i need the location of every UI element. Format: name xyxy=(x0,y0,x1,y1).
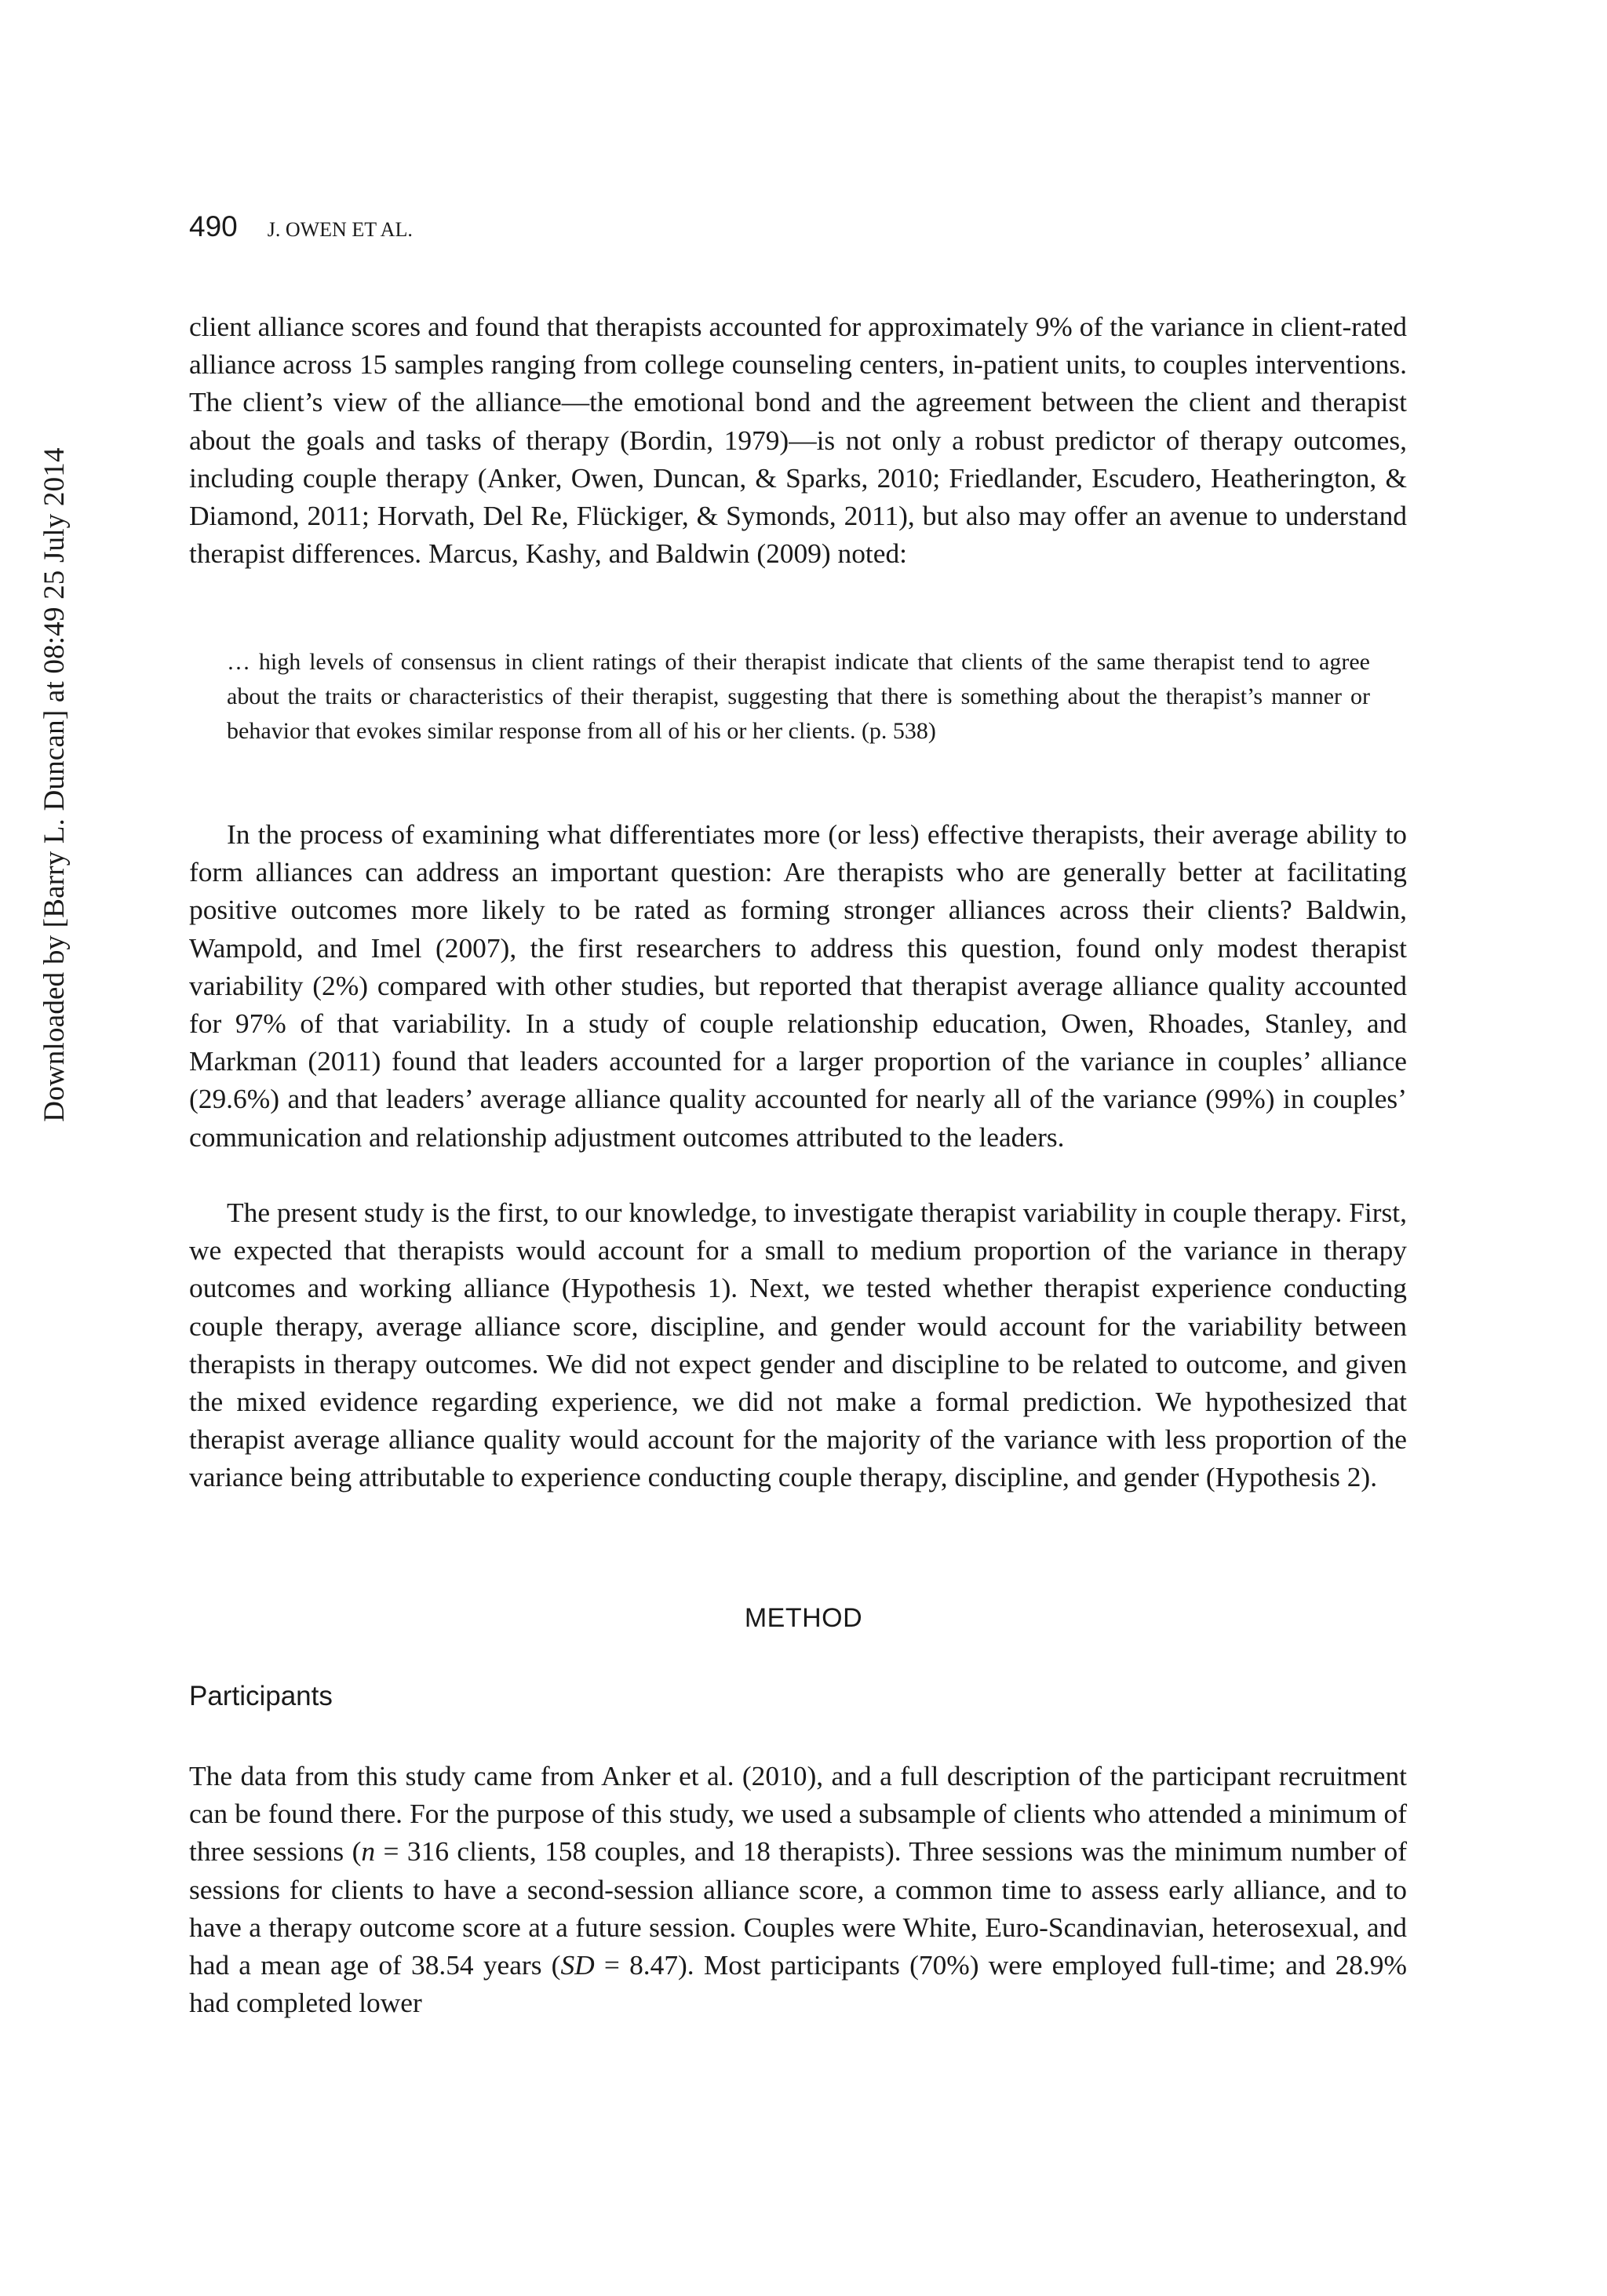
sd-symbol: SD xyxy=(560,1949,595,1981)
running-head xyxy=(189,210,413,243)
body-paragraph-present-study: The present study is the first, to our knowledge, to investigate therapist variability in couple therapy. First, we expected that therapists would account for a small to medium proportion of the variance in therapy outcomes and working alliance (Hypothesis 1). Next, we tested whether therapist experience conducting couple therapy, average alliance score, discipline, and gender would account for the variability between therapists in therapy outcomes. We did not expect gender and discipline to be related to outcome, and given the mixed evidence regarding experience, we did not make a formal prediction. We hypothesized that therapist average alliance quality would account for the majority of the variance with less proportion of the variance being attributable to experience conducting couple therapy, discipline, and gender (Hypothesis 2). xyxy=(189,1197,1407,1493)
subsection-heading-participants: Participants xyxy=(189,1681,333,1711)
intro-paragraph: client alliance scores and found that therapists accounted for approximately 9% of the variance in client-rated alliance across 15 samples ranging from college counseling centers, in-patient units, to couples interventions. The client’s view of the alliance—the emotional bond and the agreement between the client and therapist about the goals and tasks of therapy (Bordin, 1979)—is not only a robust predictor of therapy outcomes, including couple therapy (Anker, Owen, Duncan, & Sparks, 2010; Friedlander, Escudero, Heatherington, & Diamond, 2011; Horvath, Del Re, Flückiger, & Symonds, 2011), but also may offer an avenue to understand therapist differences. Marcus, Kashy, and Baldwin (2009) noted: xyxy=(189,311,1407,570)
download-watermark xyxy=(38,447,71,1122)
participants-paragraph xyxy=(189,1757,1407,2021)
section-heading-method: METHOD xyxy=(744,1603,863,1633)
participants-text-2: = 316 clients, 158 couples, and 18 therapists). Three sessions was the minimum number of sessions for clients to have a second-session alliance score, a common time to assess early alliance, and to have a therapy outcome score at a future session. Couples were White, Euro-Scandinavian, heterosexual, and had a mean age of 38.54 years ( xyxy=(189,1835,1407,1981)
n-symbol: n xyxy=(361,1835,376,1868)
participants-text-1: The data from this study came from Anker et al. (2010), and a full description of the participant recruitment can be found there. For the purpose of this study, we used a subsample of clients who attended a minimum of three sessions ( xyxy=(189,1760,1407,1868)
block-quote: … high levels of consensus in client ratings of their therapist indicate that clients of the same therapist tend to agree about the traits or characteristics of their therapist, suggesting that there is something about the therapist’s manner or behavior that evokes similar response from all of his or her clients. (p. 538) xyxy=(227,649,1370,744)
participants-text-3: = 8.47). Most participants (70%) were employed full-time; and 28.9% had completed lower xyxy=(189,1949,1407,2019)
download-watermark-text: Downloaded by [Barry L. Duncan] at 08:49 25 July 2014 xyxy=(38,447,71,1122)
body-paragraph-alliance: In the process of examining what differentiates more (or less) effective therapists, their average ability to form alliances can address an important question: Are therapists who are generally better at facilitating positive outcomes more likely to be rated as forming stronger alliances across their clients? Baldwin, Wampold, and Imel (2007), the first researchers to address this question, found only modest therapist variability (2%) compared with other studies, but reported that therapist average alliance quality accounted for 97% of that variability. In a study of couple relationship education, Owen, Rhoades, Stanley, and Markman (2011) found that leaders accounted for a larger proportion of the variance in couples’ alliance (29.6%) and that leaders’ average alliance quality accounted for nearly all of the variance (99%) in couples’ communication and relationship adjustment outcomes attributed to the leaders. xyxy=(189,818,1407,1153)
running-title: J. OWEN ET AL. xyxy=(267,218,413,241)
page-number: 490 xyxy=(189,210,238,242)
